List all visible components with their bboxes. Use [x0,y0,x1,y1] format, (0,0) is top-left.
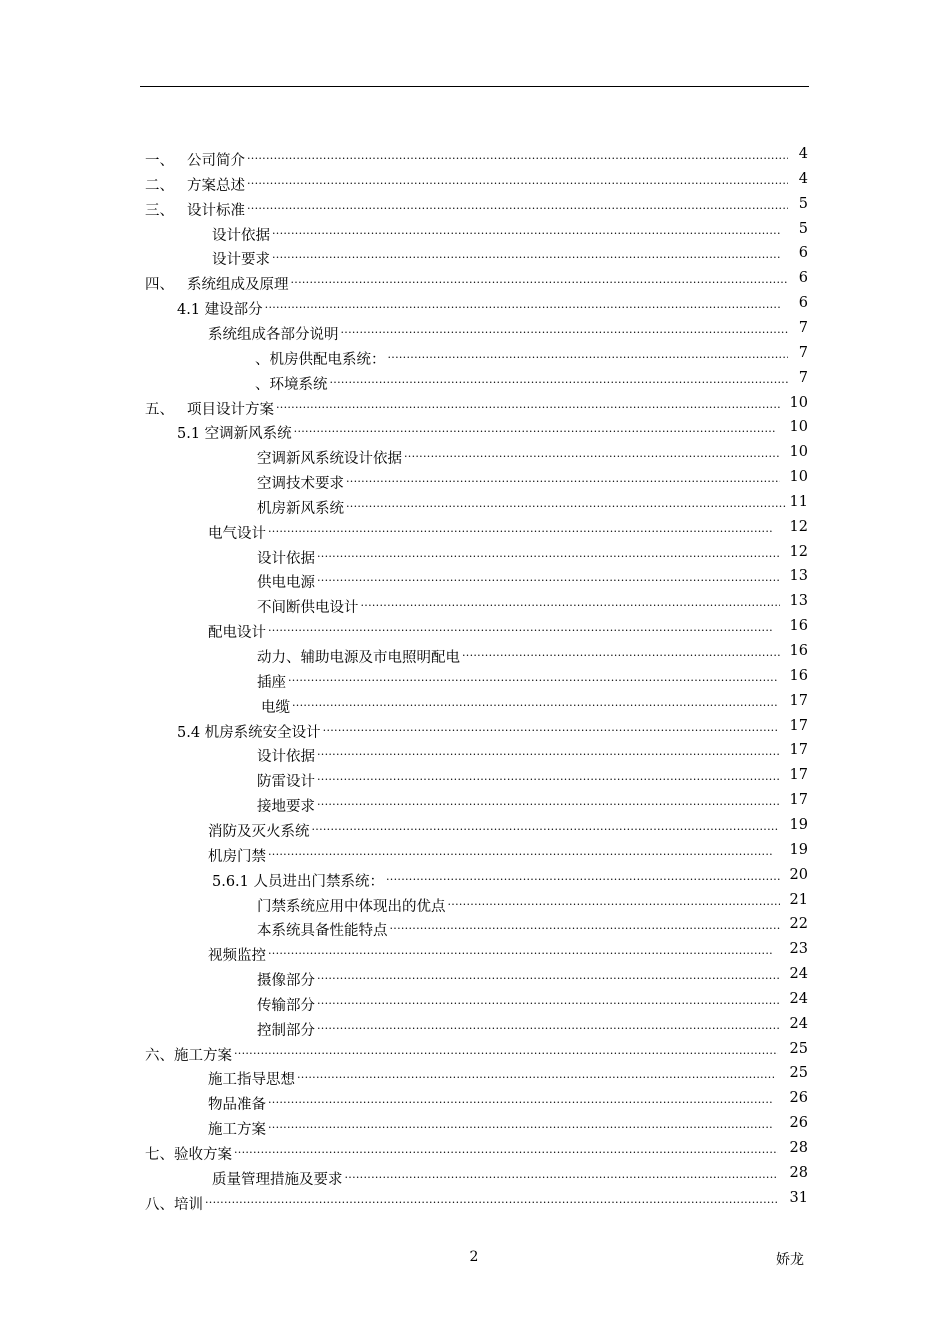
toc-entry[interactable] [212,218,808,244]
toc-entry-page: 10 [789,444,808,460]
toc-entry-title: 施工指导思想 [208,1072,295,1088]
toc-dot-leader [317,541,780,563]
toc-entry[interactable] [257,466,808,492]
toc-entry-page: 5 [798,221,808,237]
toc-entry[interactable] [257,913,808,939]
toc-dot-leader [317,764,780,786]
toc-entry-page: 10 [789,419,808,435]
toc-entry-page: 16 [789,668,808,684]
toc-entry-title: 设计依据 [257,749,315,765]
toc-entry-page: 7 [798,320,808,336]
toc-entry[interactable] [208,938,808,964]
toc-entry[interactable] [145,392,808,418]
toc-entry-title: 设计要求 [212,252,270,268]
toc-dot-leader [361,590,781,612]
header-rule [140,86,809,87]
toc-entry[interactable] [208,615,808,641]
toc-dot-leader [330,367,789,389]
toc-entry-page: 21 [789,892,808,908]
toc-entry-page: 24 [789,991,808,1007]
toc-entry-title: 5.1 空调新风系统 [177,426,292,442]
toc-entry[interactable] [257,739,808,765]
toc-entry-title: 设计标准 [187,203,245,219]
toc-entry-page: 5 [798,196,808,212]
toc-dot-leader [317,963,780,985]
toc-dot-leader [390,913,781,935]
toc-entry[interactable] [255,367,808,393]
toc-entry[interactable] [212,242,808,268]
toc-dot-leader [317,988,780,1010]
toc-entry-page: 19 [789,842,808,858]
toc-entry[interactable] [145,193,808,219]
toc-entry-title: 电缆 [261,700,290,716]
toc-entry-page: 25 [789,1041,808,1057]
toc-entry-title: 动力、辅助电源及市电照明配电 [257,650,460,666]
toc-entry-title: 配电设计 [208,625,266,641]
toc-entry-number: 二、 [145,178,174,194]
toc-dot-leader [312,814,779,836]
toc-entry-page: 17 [789,693,808,709]
toc-entry[interactable] [212,864,808,890]
toc-entry-page: 12 [789,519,808,535]
toc-dot-leader [448,889,781,911]
toc-entry[interactable] [177,715,808,741]
toc-entry-title: 控制部分 [257,1023,315,1039]
toc-entry-number: 一、 [145,153,174,169]
toc-entry-title: 不间断供电设计 [257,600,359,616]
toc-dot-leader [346,491,786,513]
toc-dot-leader [268,938,772,960]
toc-entry[interactable] [208,516,808,542]
toc-entry-page: 6 [798,270,808,286]
toc-entry-title: 接地要求 [257,799,315,815]
toc-dot-leader [346,466,780,488]
toc-entry[interactable] [145,1137,808,1163]
toc-entry-title: 5.6.1 人员进出门禁系统： [212,874,385,890]
toc-entry[interactable] [145,168,808,194]
toc-entry-page: 22 [789,916,808,932]
toc-entry-title: 物品准备 [208,1097,266,1113]
toc-entry[interactable] [257,590,808,616]
toc-entry-page: 13 [789,593,808,609]
toc-entry[interactable] [257,988,808,1014]
toc-entry[interactable] [257,789,808,815]
toc-dot-leader [388,342,789,364]
toc-entry-page: 13 [789,568,808,584]
toc-entry-page: 4 [798,171,808,187]
toc-entry[interactable] [208,1112,808,1138]
toc-entry-page: 23 [789,941,808,957]
toc-entry[interactable] [257,665,808,691]
toc-entry[interactable] [257,1013,808,1039]
toc-entry-number: 五、 [145,402,174,418]
toc-dot-leader [317,739,780,761]
toc-entry[interactable] [177,292,808,318]
toc-entry-page: 24 [789,966,808,982]
toc-entry-title: 供电电源 [257,575,315,591]
toc-entry-title: 摄像部分 [257,973,315,989]
toc-dot-leader [268,1087,772,1109]
toc-entry-title: 设计依据 [257,551,315,567]
toc-entry-title: 机房门禁 [208,849,266,865]
toc-entry[interactable] [145,1187,808,1213]
toc-entry-page: 20 [789,867,808,883]
toc-dot-leader [341,317,789,339]
toc-entry-page: 10 [789,469,808,485]
toc-dot-leader [386,864,780,886]
toc-entry-title: 4.1 建设部分 [177,302,263,318]
toc-dot-leader [268,1112,772,1134]
toc-entry-page: 24 [789,1016,808,1032]
toc-dot-leader [462,640,780,662]
toc-entry-title: 空调新风系统设计依据 [257,451,402,467]
toc-dot-leader [276,392,780,414]
toc-dot-leader [272,218,780,240]
toc-entry-title: 、机房供配电系统： [255,352,386,368]
toc-entry-number: 四、 [145,277,174,293]
toc-entry-page: 17 [789,718,808,734]
toc-entry-title: 八、培训 [145,1197,203,1213]
toc-entry-title: 消防及灭火系统 [208,824,310,840]
toc-dot-leader [265,292,780,314]
toc-entry-title: 电气设计 [208,526,266,542]
toc-entry[interactable] [208,1062,808,1088]
toc-dot-leader [268,839,772,861]
toc-entry-page: 28 [789,1165,808,1181]
toc-entry-page: 7 [798,345,808,361]
toc-entry[interactable] [257,541,808,567]
toc-entry-page: 17 [789,767,808,783]
toc-entry-page: 6 [798,295,808,311]
toc-entry-page: 26 [789,1115,808,1131]
toc-entry-page: 19 [789,817,808,833]
toc-entry-page: 11 [789,494,808,510]
toc-entry-title: 机房新风系统 [257,501,344,517]
toc-entry[interactable] [212,1162,808,1188]
toc-entry[interactable] [255,342,808,368]
toc-dot-leader [317,789,780,811]
toc-entry[interactable] [257,640,808,666]
toc-entry[interactable] [208,317,808,343]
toc-entry[interactable] [208,839,808,865]
toc-entry-page: 16 [789,618,808,634]
toc-entry[interactable] [257,764,808,790]
toc-entry[interactable] [208,1087,808,1113]
toc-entry-page: 17 [789,742,808,758]
toc-entry-page: 28 [789,1140,808,1156]
toc-entry-title: 六、施工方案 [145,1048,232,1064]
toc-dot-leader [247,143,788,165]
toc-entry[interactable] [208,814,808,840]
toc-entry-title: 视频监控 [208,948,266,964]
toc-entry[interactable] [177,416,808,442]
toc-dot-leader [205,1187,778,1209]
toc-entry-title: 项目设计方案 [187,402,274,418]
toc-entry-title: 系统组成及原理 [187,277,289,293]
toc-dot-leader [288,665,778,687]
toc-dot-leader [268,516,772,538]
toc-dot-leader [317,565,780,587]
toc-entry-title: 系统组成各部分说明 [208,327,339,343]
toc-dot-leader [247,193,788,215]
toc-entry-page: 31 [789,1190,808,1206]
toc-dot-leader [317,1013,780,1035]
toc-entry-title: 空调技术要求 [257,476,344,492]
toc-entry-title: 公司简介 [187,153,245,169]
toc-entry-title: 本系统具备性能特点 [257,923,388,939]
toc-dot-leader [247,168,788,190]
toc-entry-page: 16 [789,643,808,659]
toc-entry[interactable] [257,441,808,467]
footer-page-number: 2 [469,1249,479,1265]
toc-entry-title: 门禁系统应用中体现出的优点 [257,899,446,915]
toc-entry-page: 4 [798,146,808,162]
toc-entry-page: 6 [798,245,808,261]
toc-dot-leader [291,267,789,289]
toc-entry-page: 10 [789,395,808,411]
toc-entry[interactable] [145,1038,808,1064]
toc-dot-leader [234,1137,778,1159]
toc-entry-title: 、环境系统 [255,377,328,393]
toc-entry[interactable] [257,963,808,989]
toc-entry-title: 方案总述 [187,178,245,194]
toc-entry[interactable] [257,565,808,591]
toc-entry-number: 三、 [145,203,174,219]
toc-entry-page: 17 [789,792,808,808]
toc-dot-leader [294,416,776,438]
toc-dot-leader [404,441,780,463]
toc-entry[interactable] [257,889,808,915]
toc-entry-title: 七、验收方案 [145,1147,232,1163]
toc-entry[interactable] [257,491,808,517]
toc-entry[interactable] [261,690,808,716]
toc-entry-page: 7 [798,370,808,386]
toc-entry-title: 插座 [257,675,286,691]
toc-entry-title: 施工方案 [208,1122,266,1138]
toc-dot-leader [268,615,772,637]
toc-entry-page: 25 [789,1065,808,1081]
toc-entry-title: 质量管理措施及要求 [212,1172,343,1188]
footer-author: 娇龙 [776,1252,804,1268]
toc-entry-title: 5.4 机房系统安全设计 [177,725,321,741]
toc-dot-leader [292,690,778,712]
toc-entry-page: 12 [789,544,808,560]
toc-dot-leader [234,1038,778,1060]
toc-dot-leader [272,242,780,264]
toc-entry-title: 设计依据 [212,228,270,244]
toc-entry-title: 防雷设计 [257,774,315,790]
toc-entry[interactable] [145,143,808,169]
toc-dot-leader [345,1162,779,1184]
toc-dot-leader [323,715,778,737]
toc-entry[interactable] [145,267,808,293]
toc-entry-title: 传输部分 [257,998,315,1014]
toc-dot-leader [297,1062,774,1084]
toc-entry-page: 26 [789,1090,808,1106]
